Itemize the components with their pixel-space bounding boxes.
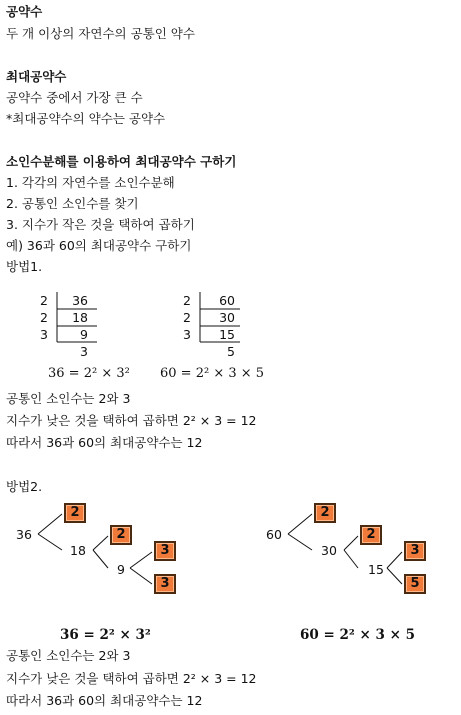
title-common-divisor: 공약수 bbox=[6, 4, 43, 19]
method1-right-equation: 60 = 2² × 3 × 5 bbox=[160, 366, 265, 381]
method2-left-equation: 36 = 2² × 3² bbox=[60, 627, 151, 643]
ladder-left-divisor: 3 bbox=[40, 327, 48, 342]
ladder-right-value: 15 bbox=[219, 327, 235, 342]
tree-left-node: 9 bbox=[117, 562, 125, 577]
ladder-right-divisor: 3 bbox=[183, 327, 191, 342]
tree-left-root: 36 bbox=[16, 527, 32, 542]
ladder-left-value: 18 bbox=[72, 310, 88, 325]
ladder-left-value: 36 bbox=[72, 293, 88, 308]
method2-right-equation: 60 = 2² × 3 × 5 bbox=[300, 627, 416, 643]
step-1: 1. 각각의 자연수를 소인수분해 bbox=[6, 175, 175, 190]
ladder-left-rest: 3 bbox=[80, 344, 88, 359]
gcd-note: *최대공약수의 약수는 공약수 bbox=[6, 111, 166, 126]
method1-label: 방법1. bbox=[6, 259, 43, 274]
method2-result: 따라서 36과 60의 최대공약수는 12 bbox=[6, 693, 203, 708]
step-3: 3. 지수가 작은 것을 택하여 곱하기 bbox=[6, 217, 195, 232]
tree-left-factor-box: 3 bbox=[154, 541, 176, 561]
ladder-left-divisor: 2 bbox=[40, 310, 48, 325]
tree-left-factor-box: 3 bbox=[154, 574, 176, 594]
gcd-definition: 공약수 중에서 가장 큰 수 bbox=[6, 90, 143, 105]
ladder-right-value: 60 bbox=[219, 293, 235, 308]
method2-rule: 지수가 낮은 것을 택하여 곱하면 2² × 3 = 12 bbox=[6, 671, 257, 686]
tree-right-factor-box: 5 bbox=[404, 574, 426, 594]
ladder-left-divisor: 2 bbox=[40, 293, 48, 308]
method2-label: 방법2. bbox=[6, 479, 43, 494]
title-gcd-method: 소인수분해를 이용하여 최대공약수 구하기 bbox=[6, 154, 237, 169]
tree-left-factor-box: 2 bbox=[110, 525, 132, 545]
ladder-right-rest: 5 bbox=[227, 344, 235, 359]
ladder-left-value: 9 bbox=[80, 327, 88, 342]
common-divisor-definition: 두 개 이상의 자연수의 공통인 약수 bbox=[6, 26, 195, 41]
tree-left-node: 18 bbox=[70, 543, 86, 558]
tree-right-node: 15 bbox=[368, 562, 384, 577]
ladder-right-divisor: 2 bbox=[183, 310, 191, 325]
tree-right-factor-box: 2 bbox=[314, 503, 336, 523]
method2-common-factors: 공통인 소인수는 2와 3 bbox=[6, 648, 131, 663]
ladder-right-value: 30 bbox=[219, 310, 235, 325]
method1-result: 따라서 36과 60의 최대공약수는 12 bbox=[6, 435, 203, 450]
ladder-right-divisor: 2 bbox=[183, 293, 191, 308]
tree-right-node: 30 bbox=[321, 543, 337, 558]
tree-left-factor-box: 2 bbox=[64, 503, 86, 523]
method1-common-factors: 공통인 소인수는 2와 3 bbox=[6, 391, 131, 406]
step-2: 2. 공통인 소인수를 찾기 bbox=[6, 196, 139, 211]
example-heading: 예) 36과 60의 최대공약수 구하기 bbox=[6, 238, 192, 253]
tree-right-factor-box: 3 bbox=[404, 541, 426, 561]
tree-right-root: 60 bbox=[266, 527, 282, 542]
title-gcd: 최대공약수 bbox=[6, 69, 67, 84]
method1-rule: 지수가 낮은 것을 택하여 곱하면 2² × 3 = 12 bbox=[6, 413, 257, 428]
method1-left-equation: 36 = 2² × 3² bbox=[48, 366, 130, 381]
tree-right-factor-box: 2 bbox=[360, 525, 382, 545]
